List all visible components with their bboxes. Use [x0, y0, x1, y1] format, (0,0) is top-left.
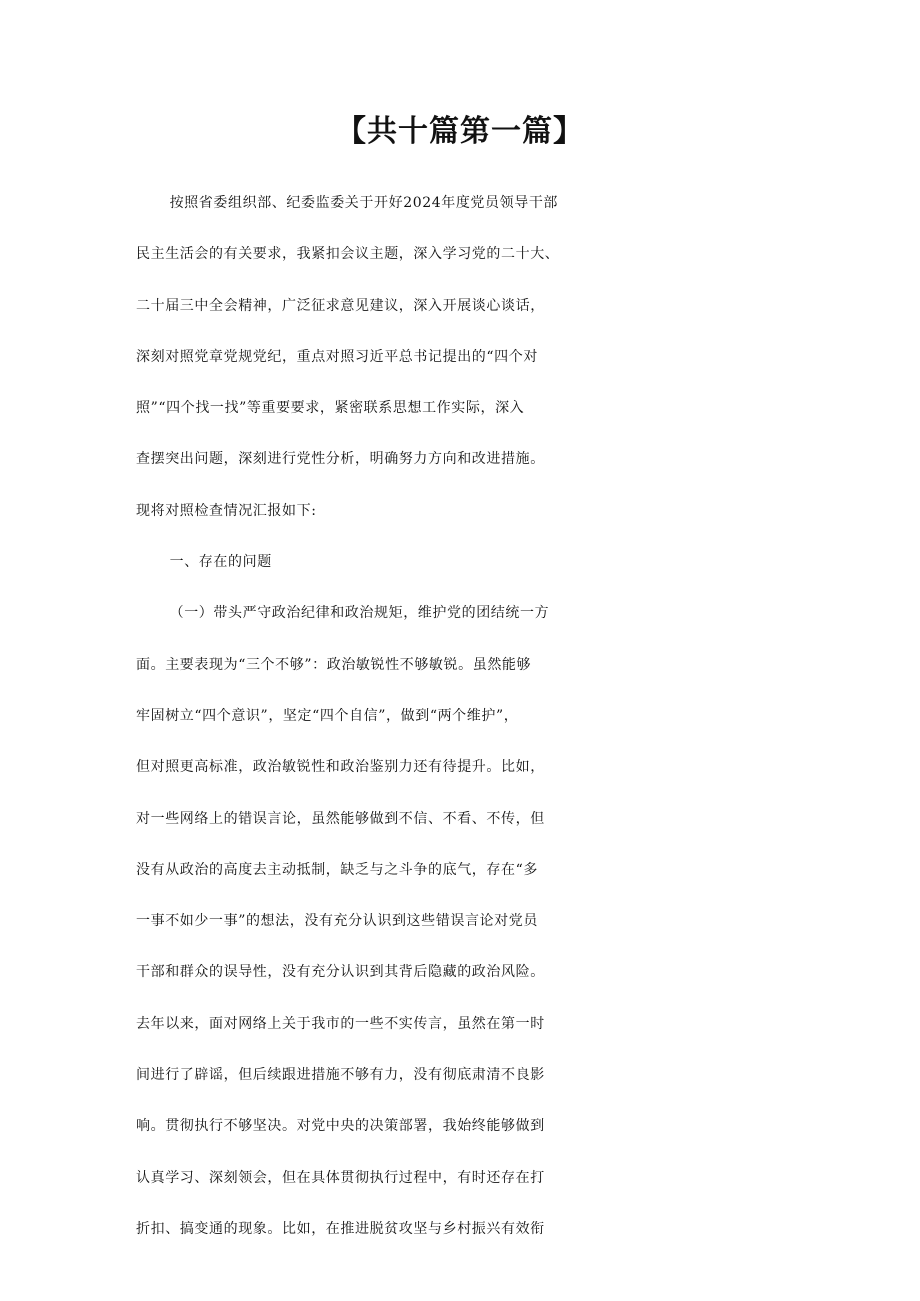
document-line: 按照省委组织部、纪委监委关于开好2024年度党员领导干部 [169, 195, 559, 211]
document-line: 认真学习、深刻领会，但在具体贯彻执行过程中，有时还存在打 [136, 1169, 545, 1186]
document-body [136, 178, 796, 1255]
document-line: 对一些网络上的错误言论，虽然能够做到不信、不看、不传，但 [136, 810, 545, 827]
document-line: 一事不如少一事”的想法，没有充分认识到这些错误言论对党员 [136, 913, 538, 930]
document-line: 民主生活会的有关要求，我紧扣会议主题，深入学习党的二十大、 [136, 246, 560, 263]
document-line: 查摆突出问题，深刻进行党性分析，明确努力方向和改进措施。 [136, 451, 545, 468]
document-line: 去年以来，面对网络上关于我市的一些不实传言，虽然在第一时 [136, 1015, 545, 1032]
document-line: 现将对照检查情况汇报如下: [136, 502, 317, 519]
document-line: 间进行了辟谣，但后续跟进措施不够有力，没有彻底肃清不良影 [136, 1067, 545, 1084]
document-line: 干部和群众的误导性，没有充分认识到其背后隐藏的政治风险。 [136, 964, 545, 981]
document-line: （一）带头严守政治纪律和政治规矩，维护党的团结统一方 [169, 605, 550, 622]
document-line: 一、存在的问题 [169, 554, 272, 571]
document-line: 但对照更高标准，政治敏锐性和政治鉴别力还有待提升。比如， [136, 759, 545, 776]
document-line: 牢固树立“四个意识”，坚定“四个自信”，做到“两个维护”， [136, 707, 519, 724]
document-line: 没有从政治的高度去主动抵制，缺乏与之斗争的底气，存在“多 [136, 861, 538, 878]
document-line: 响。贯彻执行不够坚决。对党中央的决策部署，我始终能够做到 [136, 1118, 545, 1135]
document-line: 深刻对照党章党规党纪，重点对照习近平总书记提出的“四个对 [136, 348, 538, 365]
document-title: 【共十篇第一篇】 [336, 114, 584, 149]
document-line: 照”“四个找一找”等重要要求，紧密联系思想工作实际，深入 [136, 400, 525, 417]
document-line: 面。主要表现为“三个不够”：政治敏锐性不够敏锐。虽然能够 [136, 656, 532, 673]
document-line: 二十届三中全会精神，广泛征求意见建议，深入开展谈心谈话， [136, 297, 545, 314]
document-line: 折扣、搞变通的现象。比如，在推进脱贫攻坚与乡村振兴有效衔 [136, 1220, 545, 1237]
